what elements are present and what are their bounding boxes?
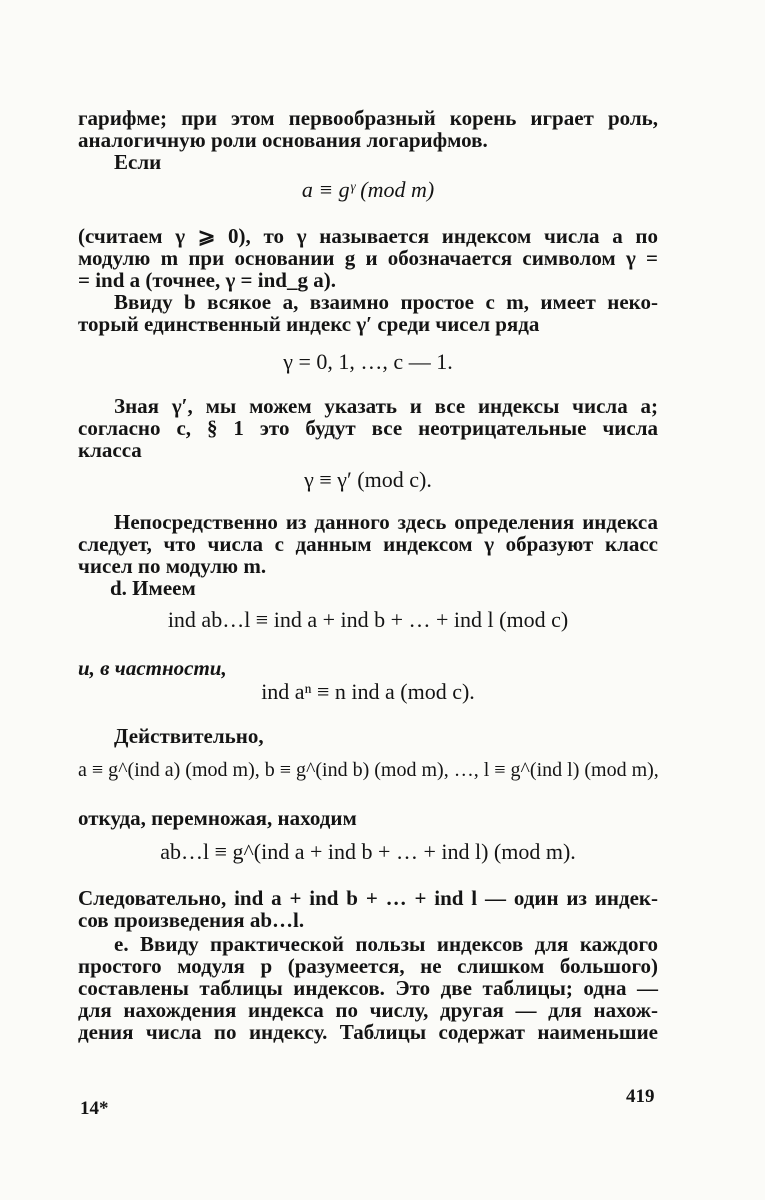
text-line: торый единственный индекс γ′ среди чисел ряда: [78, 312, 540, 336]
text-line: простого модуля p (разумеется, не слишком большого): [78, 954, 658, 978]
formula: ab…l ≡ g^(ind a + ind b + … + ind l) (mod m).: [160, 839, 576, 864]
text-line: Если: [114, 150, 162, 174]
formula: a ≡ gᵞ (mod m): [301, 177, 435, 202]
text-line: чисел по модулю m.: [78, 554, 267, 578]
formula: ind aⁿ ≡ n ind a (mod c).: [261, 679, 475, 704]
text-line: класса: [78, 438, 142, 462]
signature-mark: 14*: [80, 1098, 109, 1119]
text-line: следует, что числа с данным индексом γ образуют класс: [78, 532, 658, 556]
text-line: модулю m при основании g и обозначается символом γ =: [78, 246, 658, 270]
text-line: для нахождения индекса по числу, другая — для нахож-: [78, 998, 658, 1022]
text-line: гарифме; при этом первообразный корень играет роль,: [78, 106, 658, 130]
text-line: аналогичную роли основания логарифмов.: [78, 128, 488, 152]
text-line: (считаем γ ⩾ 0), то γ называется индексом числа a по: [78, 224, 658, 248]
text-line: составлены таблицы индексов. Это две таблицы; одна —: [78, 976, 658, 1000]
text-line: Ввиду b всякое a, взаимно простое с m, имеет неко-: [114, 290, 658, 314]
text-line: откуда, перемножая, находим: [78, 806, 357, 830]
text-line: сов произведения ab…l.: [78, 908, 305, 932]
text-line: Зная γ′, мы можем указать и все индексы числа a;: [114, 394, 658, 418]
text-line: согласно c, § 1 это будут все неотрицательные числа: [78, 416, 658, 440]
text-line: дения числа по индексу. Таблицы содержат наименьшие: [78, 1020, 658, 1044]
formula: γ = 0, 1, …, c — 1.: [283, 349, 453, 374]
text-line: = ind a (точнее, γ = ind_g a).: [78, 268, 336, 292]
text-line: e. Ввиду практической пользы индексов для каждого: [114, 932, 658, 956]
page-number: 419: [626, 1086, 655, 1107]
text-line: Непосредственно из данного здесь определения индекса: [114, 510, 658, 534]
formula: γ ≡ γ′ (mod c).: [304, 467, 432, 492]
text-line: и, в частности,: [78, 656, 227, 680]
text-line: d. Имеем: [110, 576, 196, 600]
formula: a ≡ g^(ind a) (mod m), b ≡ g^(ind b) (mod m), …, l ≡ g^(ind l) (mod m),: [78, 759, 659, 781]
text-line: Действительно,: [114, 724, 264, 748]
text-line: Следовательно, ind a + ind b + … + ind l — один из индек-: [78, 886, 658, 910]
formula: ind ab…l ≡ ind a + ind b + … + ind l (mod c): [167, 607, 569, 632]
